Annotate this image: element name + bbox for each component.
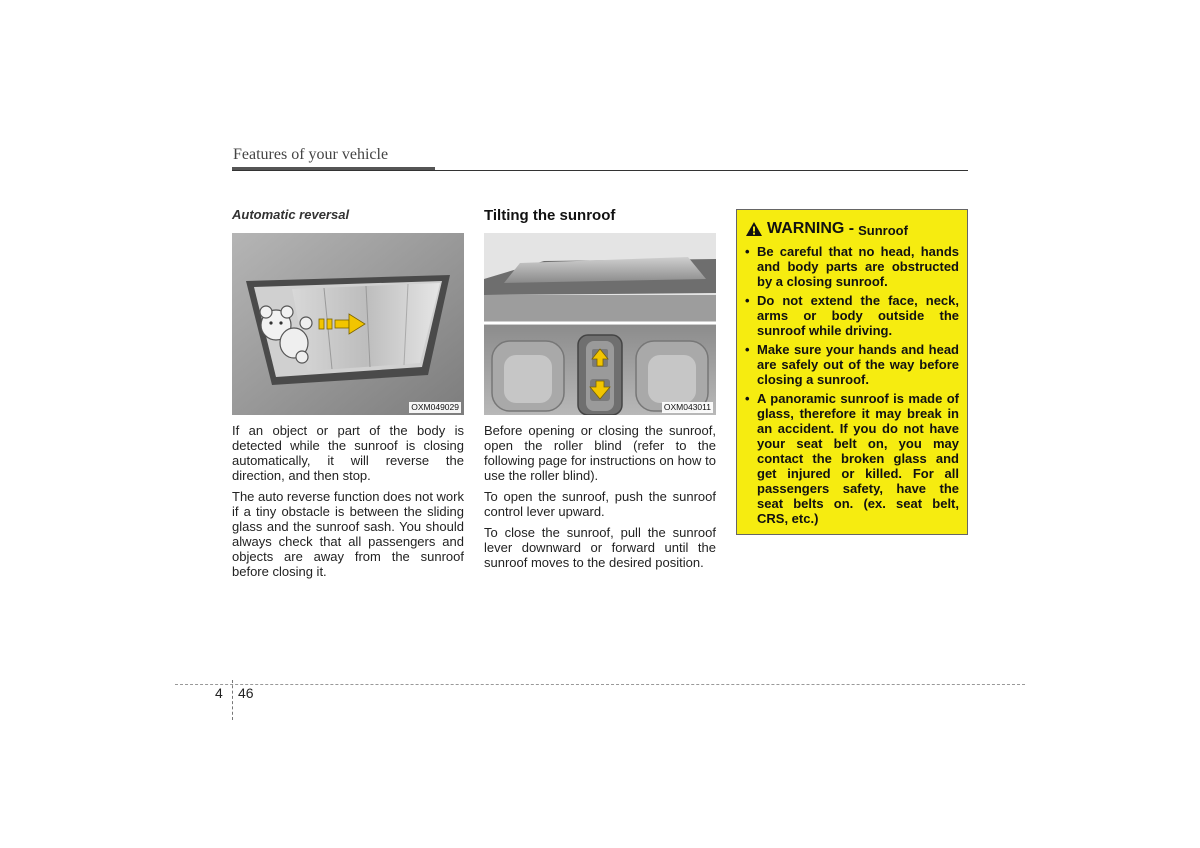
sunroof-reverse-illustration: [232, 233, 464, 415]
figure-code: OXM049029: [411, 402, 459, 412]
warning-item-text: Be careful that no head, hands and body parts are obstructed by a closing sunroof.: [757, 244, 959, 289]
paragraph: To close the sunroof, pull the sunroof lever downward or forward until the sunroof moves to the desired position.: [484, 525, 716, 570]
warning-item: [745, 391, 959, 526]
page-chapter: 4: [215, 685, 223, 701]
bullet: •: [745, 244, 750, 259]
sunroof-lever-illustration: [484, 233, 716, 415]
warning-item: [745, 342, 959, 387]
paragraph: If an object or part of the body is detected while the sunroof is closing automatically, it will reverse the direction, and then stop.: [232, 423, 464, 483]
running-header: Features of your vehicle: [233, 146, 389, 163]
warning-title: [745, 220, 959, 238]
arrow-down-icon: [590, 379, 610, 401]
heading-tilting-sunroof: Tilting the sunroof: [484, 207, 616, 224]
figure-code: OXM043011: [663, 402, 711, 412]
page-separator: [232, 680, 233, 720]
warning-word: WARNING -: [767, 220, 855, 237]
warning-item: [745, 244, 959, 289]
figure-sunroof-lever: [484, 233, 716, 415]
column-warning: [736, 209, 968, 535]
paragraph: The auto reverse function does not work if a tiny obstacle is between the sliding glass and the sunroof sash. You should always check that all passengers and objects are away from the sunroof before closing it.: [232, 489, 464, 579]
page-number: 46: [238, 685, 254, 701]
column-tilting-sunroof: [484, 207, 716, 576]
warning-subject: Sunroof: [858, 222, 908, 238]
warning-box: [736, 209, 968, 535]
warning-list: [745, 244, 959, 526]
warning-triangle-icon: [745, 221, 763, 237]
bullet: •: [745, 293, 750, 308]
warning-item-text: Do not extend the face, neck, arms or body outside the sunroof while driving.: [757, 293, 959, 338]
bullet: •: [745, 342, 750, 357]
header-rule: [232, 170, 968, 171]
arrow-up-icon: [592, 349, 608, 367]
figure-sunroof-auto-reverse: [232, 233, 464, 415]
subheading-automatic-reversal: Automatic reversal: [232, 207, 350, 222]
paragraph: To open the sunroof, push the sunroof control lever upward.: [484, 489, 716, 519]
bullet: •: [745, 391, 750, 406]
paragraph: Before opening or closing the sunroof, open the roller blind (refer to the following page for instructions on how to use the roller blind).: [484, 423, 716, 483]
column-automatic-reversal: [232, 207, 464, 585]
warning-item-text: A panoramic sunroof is made of glass, therefore it may break in an accident. If you do not have your seat belt on, you may contact the broken glass and get injured or killed. For all passengers safety, have the seat belts on. (ex. seat belt, CRS, etc.): [757, 391, 959, 526]
footer-dotted-rule: [175, 684, 1025, 685]
warning-item: [745, 293, 959, 338]
warning-item-text: Make sure your hands and head are safely out of the way before closing a sunroof.: [757, 342, 959, 387]
